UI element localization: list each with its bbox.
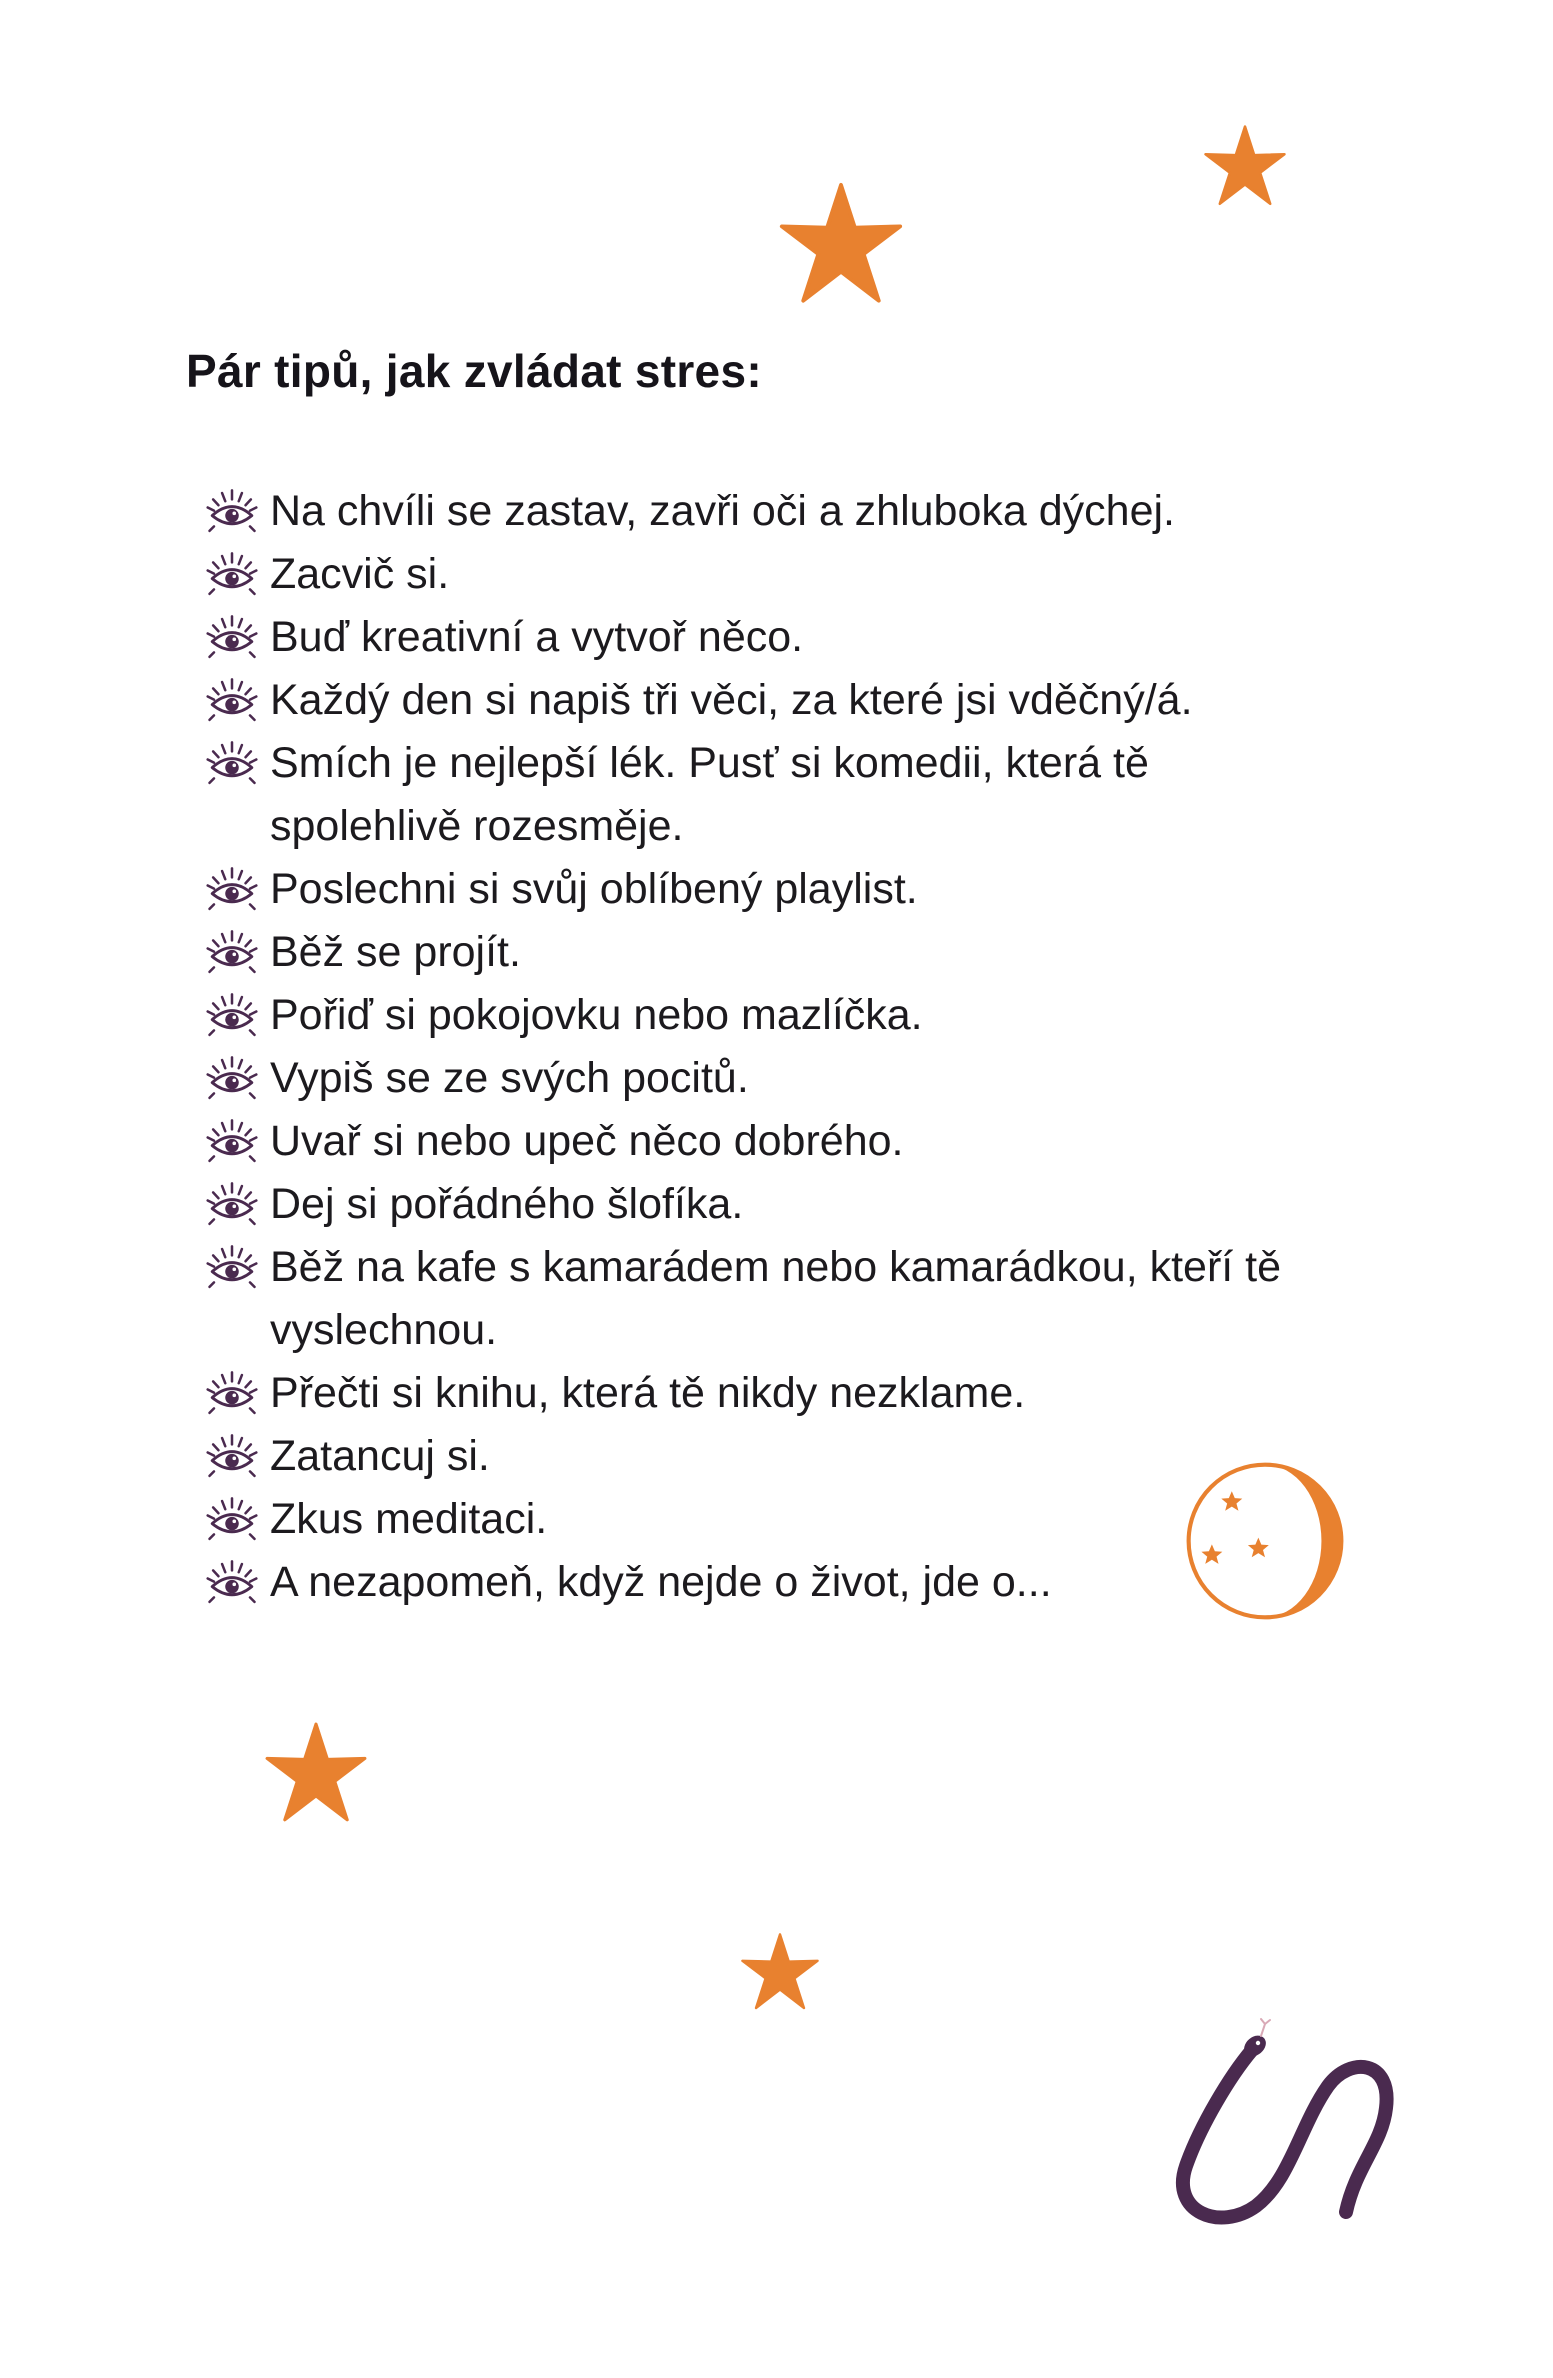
tip-text: Přečti si knihu, která tě nikdy nezklame. bbox=[270, 1369, 1026, 1417]
tips-list bbox=[205, 480, 1325, 1614]
list-item bbox=[205, 480, 1325, 543]
tip-text: Pořiď si pokojovku nebo mazlíčka. bbox=[270, 991, 923, 1039]
list-item bbox=[205, 1488, 1325, 1551]
eye-icon bbox=[205, 485, 259, 539]
list-item bbox=[205, 984, 1325, 1047]
tip-text: Smích je nejlepší lék. Pusť si komedii, která tě spolehlivě rozesměje. bbox=[270, 739, 1149, 850]
star-icon bbox=[778, 178, 904, 310]
tip-text: Buď kreativní a vytvoř něco. bbox=[270, 613, 804, 661]
eye-icon bbox=[205, 1367, 259, 1421]
star-icon bbox=[740, 1928, 820, 2016]
tip-text: Běž se projít. bbox=[270, 928, 521, 976]
tip-text: Vypiš se ze svých pocitů. bbox=[270, 1054, 749, 1102]
list-item bbox=[205, 1551, 1325, 1614]
list-item bbox=[205, 1173, 1325, 1236]
snake-icon bbox=[1160, 2016, 1400, 2236]
star-icon bbox=[264, 1716, 368, 1830]
list-item bbox=[205, 858, 1325, 921]
tip-text: A nezapomeň, když nejde o život, jde o... bbox=[270, 1558, 1052, 1606]
list-item bbox=[205, 1047, 1325, 1110]
eye-icon bbox=[205, 1556, 259, 1610]
eye-icon bbox=[205, 1115, 259, 1169]
eye-icon bbox=[205, 989, 259, 1043]
tip-text: Dej si pořádného šlofíka. bbox=[270, 1180, 744, 1228]
list-item bbox=[205, 1236, 1325, 1362]
eye-icon bbox=[205, 548, 259, 602]
eye-icon bbox=[205, 1493, 259, 1547]
tip-text: Každý den si napiš tři věci, za které jsi vděčný/á. bbox=[270, 676, 1193, 724]
list-item bbox=[205, 732, 1325, 858]
tip-text: Poslechni si svůj oblíbený playlist. bbox=[270, 865, 918, 913]
eye-icon bbox=[205, 674, 259, 728]
eye-icon bbox=[205, 1430, 259, 1484]
list-item bbox=[205, 921, 1325, 984]
eye-icon bbox=[205, 1241, 259, 1295]
eye-icon bbox=[205, 1178, 259, 1232]
tip-text: Na chvíli se zastav, zavři oči a zhluboka dýchej. bbox=[270, 487, 1175, 535]
list-item bbox=[205, 1362, 1325, 1425]
list-item bbox=[205, 606, 1325, 669]
tip-text: Zkus meditaci. bbox=[270, 1495, 548, 1543]
eye-icon bbox=[205, 863, 259, 917]
list-item bbox=[205, 669, 1325, 732]
star-icon bbox=[1200, 124, 1290, 208]
list-item bbox=[205, 1425, 1325, 1488]
tip-text: Běž na kafe s kamarádem nebo kamarádkou, kteří tě vyslechnou. bbox=[270, 1243, 1282, 1354]
list-item bbox=[205, 543, 1325, 606]
moon-icon bbox=[1182, 1458, 1348, 1624]
tip-text: Uvař si nebo upeč něco dobrého. bbox=[270, 1117, 904, 1165]
eye-icon bbox=[205, 1052, 259, 1106]
page-title: Pár tipů, jak zvládat stres: bbox=[186, 345, 762, 397]
tip-text: Zatancuj si. bbox=[270, 1432, 490, 1480]
list-item bbox=[205, 1110, 1325, 1173]
tip-text: Zacvič si. bbox=[270, 550, 450, 598]
eye-icon bbox=[205, 737, 259, 791]
eye-icon bbox=[205, 926, 259, 980]
eye-icon bbox=[205, 611, 259, 665]
